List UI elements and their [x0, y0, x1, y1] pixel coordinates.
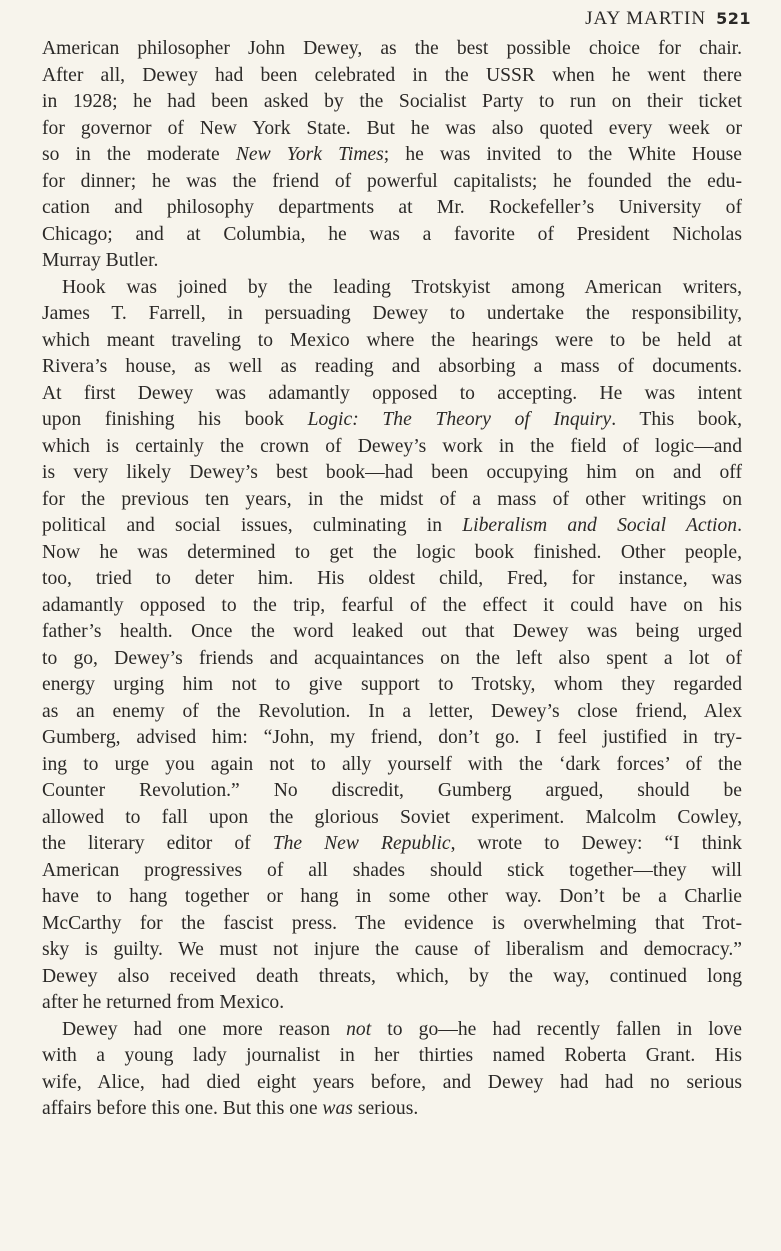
text-line: [42, 434, 742, 461]
text-line: [42, 381, 742, 408]
text-line: [42, 1017, 742, 1044]
text-run: for governor of New York State. But he was also quoted every week or: [42, 117, 742, 139]
text-run: adamantly opposed to the trip, fearful of the effect it could have on his: [42, 594, 742, 616]
text-line: [42, 990, 742, 1017]
italic-text: was: [322, 1098, 353, 1119]
text-run: Dewey had one more reason: [62, 1018, 347, 1040]
text-line: [42, 831, 742, 858]
text-run: for dinner; he was the friend of powerful capitalists; he founded the edu-: [42, 170, 742, 192]
page-number: 521: [716, 9, 751, 28]
text-run: American progressives of all shades should stick together—they will: [42, 859, 742, 881]
text-line: [42, 593, 742, 620]
text-line: [42, 195, 742, 222]
text-run: affairs before this one. But this one: [42, 1098, 323, 1119]
text-run: ing to urge you again not to ally yourself with the ‘dark forces’ of the: [42, 753, 742, 775]
italic-text: New York Times: [235, 144, 384, 165]
text-run: political and social issues, culminating in: [42, 515, 463, 536]
text-run: have to hang together or hang in some other way. Don’t be a Charlie: [42, 886, 742, 907]
text-line: [42, 778, 742, 805]
text-run: the literary editor of: [42, 833, 273, 854]
text-line: [42, 460, 742, 487]
text-line: [42, 858, 742, 885]
text-line: [42, 407, 742, 434]
text-run: in 1928; he had been asked by the Socialist Party to run on their ticket: [42, 91, 742, 112]
text-line: [42, 248, 742, 275]
text-run: after he returned from Mexico.: [42, 992, 285, 1013]
text-run: is very likely Dewey’s best book—had been occupying him on and off: [42, 462, 742, 483]
text-line: [42, 513, 742, 540]
running-title: JAY MARTIN: [585, 8, 707, 29]
text-line: [42, 222, 742, 249]
text-run: .: [737, 515, 743, 536]
text-line: [42, 884, 742, 911]
text-run: McCarthy for the fascist press. The evidence is overwhelming that Trot-: [42, 912, 742, 934]
text-run: to go—he had recently fallen in love: [371, 1018, 742, 1040]
text-run: American philosopher John Dewey, as the best possible choice for chair.: [42, 38, 742, 59]
text-run: serious.: [352, 1098, 419, 1119]
text-line: [42, 354, 742, 381]
text-line: [42, 566, 742, 593]
text-line: [42, 725, 742, 752]
text-run: Now he was determined to get the logic book finished. Other people,: [42, 541, 742, 563]
text-run: sky is guilty. We must not injure the cause of liberalism and democracy.”: [42, 939, 742, 960]
text-line: [42, 487, 742, 514]
text-line: [42, 1070, 742, 1097]
text-line: [42, 36, 742, 63]
text-run: so in the moderate: [42, 144, 236, 165]
italic-text: The New Republic: [272, 833, 451, 854]
text-run: which meant traveling to Mexico where the hearings were to be held at: [42, 329, 742, 351]
text-line: [42, 540, 742, 567]
text-line: [42, 699, 742, 726]
text-run: too, tried to deter him. His oldest child, Fred, for instance, was: [42, 568, 742, 589]
text-line: [42, 89, 742, 116]
text-line: [42, 937, 742, 964]
text-line: [42, 911, 742, 938]
text-line: [42, 672, 742, 699]
text-line: [42, 142, 742, 169]
text-line: [42, 328, 742, 355]
text-run: which is certainly the crown of Dewey’s work in the field of logic—and: [42, 435, 742, 457]
running-header: [585, 8, 751, 30]
text-line: [42, 805, 742, 832]
text-line: [42, 169, 742, 196]
text-line: [42, 964, 742, 991]
text-run: as an enemy of the Revolution. In a letter, Dewey’s close friend, Alex: [42, 700, 742, 722]
text-run: wife, Alice, had died eight years before, and Dewey had had no serious: [42, 1071, 742, 1093]
body-text: [42, 36, 742, 1123]
text-run: ; he was invited to the White House: [383, 144, 742, 165]
text-run: At first Dewey was adamantly opposed to accepting. He was intent: [42, 382, 742, 404]
text-run: energy urging him not to give support to Trotsky, whom they regarded: [42, 674, 742, 695]
text-line: [42, 646, 742, 673]
text-run: After all, Dewey had been celebrated in the USSR when he went there: [42, 64, 742, 86]
italic-text: not: [346, 1018, 372, 1040]
text-run: Rivera’s house, as well as reading and absorbing a mass of documents.: [42, 356, 742, 377]
text-run: for the previous ten years, in the midst of a mass of other writings on: [42, 488, 742, 510]
text-run: with a young lady journalist in her thirties named Roberta Grant. His: [42, 1045, 742, 1066]
text-run: Murray Butler.: [42, 250, 159, 271]
text-run: James T. Farrell, in persuading Dewey to undertake the responsibility,: [42, 303, 742, 324]
text-line: [42, 752, 742, 779]
text-line: [42, 1096, 742, 1123]
text-line: [42, 301, 742, 328]
text-run: . This book,: [611, 409, 742, 430]
text-line: [42, 275, 742, 302]
text-line: [42, 1043, 742, 1070]
text-run: allowed to fall upon the glorious Soviet experiment. Malcolm Cowley,: [42, 806, 742, 828]
italic-text: Logic: The Theory of Inquiry: [307, 409, 612, 430]
text-run: Gumberg, advised him: “John, my friend, don’t go. I feel justified in try-: [42, 727, 742, 748]
text-line: [42, 116, 742, 143]
italic-text: Liberalism and Social Action: [462, 515, 738, 536]
text-line: [42, 619, 742, 646]
text-run: father’s health. Once the word leaked out that Dewey was being urged: [42, 621, 742, 642]
text-run: upon finishing his book: [42, 409, 308, 430]
text-run: to go, Dewey’s friends and acquaintances on the left also spent a lot of: [42, 647, 742, 669]
text-run: Dewey also received death threats, which, by the way, continued long: [42, 965, 742, 987]
text-run: Chicago; and at Columbia, he was a favorite of President Nicholas: [42, 223, 742, 245]
text-run: Counter Revolution.” No discredit, Gumberg argued, should be: [42, 780, 742, 801]
text-run: cation and philosophy departments at Mr. Rockefeller’s University of: [42, 197, 742, 218]
text-run: Hook was joined by the leading Trotskyist among American writers,: [62, 276, 742, 298]
text-run: , wrote to Dewey: “I think: [450, 833, 742, 854]
text-line: [42, 63, 742, 90]
